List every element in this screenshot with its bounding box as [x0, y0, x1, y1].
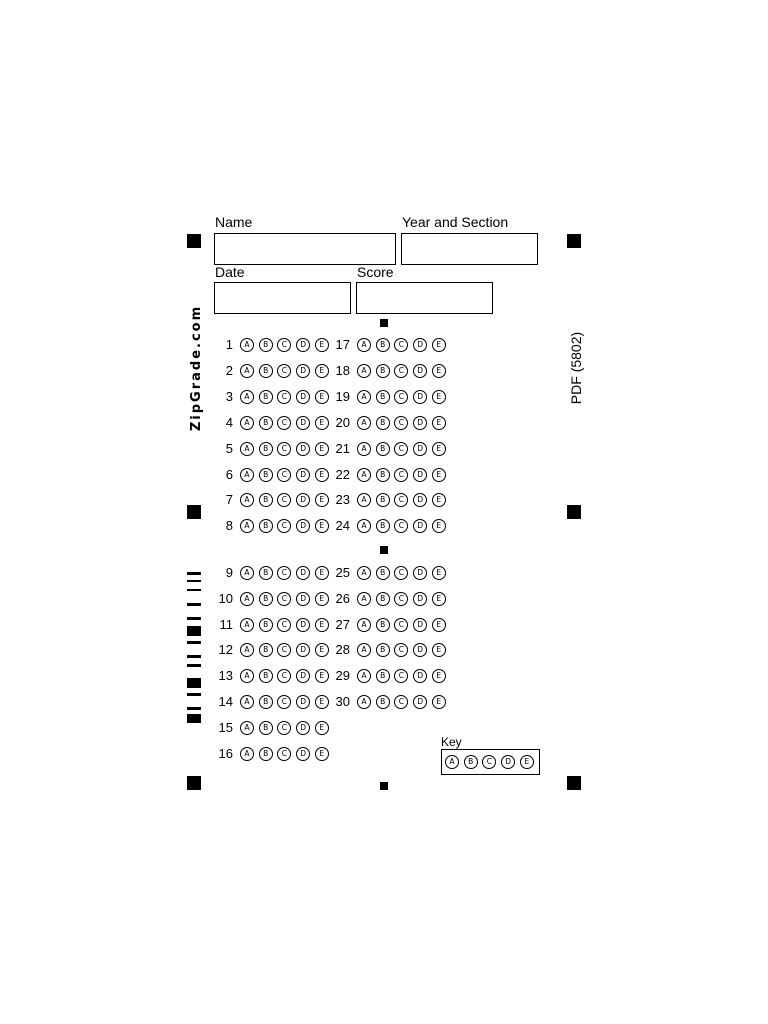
- answer-bubble[interactable]: A: [357, 643, 371, 657]
- name-label: Name: [215, 214, 253, 230]
- answer-bubble[interactable]: A: [240, 695, 254, 709]
- answer-bubble[interactable]: D: [296, 721, 310, 735]
- answer-bubble[interactable]: A: [357, 390, 371, 404]
- answer-bubble[interactable]: C: [394, 566, 408, 580]
- answer-bubble[interactable]: D: [296, 695, 310, 709]
- answer-bubble[interactable]: D: [296, 390, 310, 404]
- answer-bubble[interactable]: C: [394, 468, 408, 482]
- barcode-bar: [187, 603, 201, 606]
- answer-bubble[interactable]: D: [296, 618, 310, 632]
- answer-bubble[interactable]: E: [315, 493, 329, 507]
- question-number: 25: [335, 565, 350, 580]
- answer-bubble[interactable]: A: [240, 468, 254, 482]
- answer-bubble[interactable]: B: [259, 721, 273, 735]
- question-number: 16: [218, 746, 233, 761]
- answer-bubble[interactable]: A: [240, 364, 254, 378]
- key-bubble: B: [464, 755, 478, 769]
- question-number: 18: [335, 363, 350, 378]
- answer-bubble[interactable]: D: [413, 468, 427, 482]
- answer-bubble[interactable]: B: [376, 468, 390, 482]
- answer-bubble[interactable]: B: [376, 493, 390, 507]
- answer-bubble[interactable]: D: [413, 618, 427, 632]
- answer-bubble[interactable]: C: [277, 416, 291, 430]
- name-field[interactable]: [214, 233, 396, 265]
- question-number: 22: [335, 467, 350, 482]
- answer-bubble[interactable]: E: [315, 747, 329, 761]
- answer-bubble[interactable]: E: [315, 442, 329, 456]
- date-label: Date: [215, 264, 245, 280]
- barcode-bar: [187, 580, 201, 582]
- answer-bubble[interactable]: C: [277, 493, 291, 507]
- question-number: 30: [335, 694, 350, 709]
- answer-bubble[interactable]: C: [394, 592, 408, 606]
- answer-bubble[interactable]: E: [315, 390, 329, 404]
- question-number: 15: [218, 720, 233, 735]
- answer-bubble[interactable]: B: [376, 618, 390, 632]
- answer-bubble[interactable]: B: [376, 364, 390, 378]
- answer-bubble[interactable]: C: [277, 695, 291, 709]
- answer-bubble[interactable]: C: [394, 695, 408, 709]
- answer-bubble[interactable]: B: [376, 592, 390, 606]
- answer-bubble[interactable]: A: [357, 364, 371, 378]
- barcode-bar: [187, 572, 201, 575]
- key-bubble: C: [482, 755, 496, 769]
- answer-bubble[interactable]: D: [413, 669, 427, 683]
- question-number: 21: [335, 441, 350, 456]
- answer-bubble[interactable]: A: [357, 442, 371, 456]
- question-number: 6: [225, 467, 233, 482]
- answer-bubble[interactable]: D: [413, 338, 427, 352]
- question-number: 19: [335, 389, 350, 404]
- answer-bubble[interactable]: A: [240, 592, 254, 606]
- answer-bubble[interactable]: A: [357, 695, 371, 709]
- registration-marker: [567, 234, 581, 248]
- answer-bubble[interactable]: A: [357, 566, 371, 580]
- answer-bubble[interactable]: D: [296, 493, 310, 507]
- key-bubble: D: [501, 755, 515, 769]
- answer-bubble[interactable]: A: [357, 416, 371, 430]
- answer-bubble[interactable]: B: [376, 442, 390, 456]
- answer-bubble[interactable]: D: [413, 390, 427, 404]
- answer-bubble[interactable]: C: [394, 442, 408, 456]
- answer-bubble[interactable]: E: [315, 695, 329, 709]
- key-bubble: A: [445, 755, 459, 769]
- answer-bubble[interactable]: E: [315, 416, 329, 430]
- barcode-bar: [187, 617, 201, 620]
- answer-bubble[interactable]: E: [315, 592, 329, 606]
- answer-bubble[interactable]: A: [240, 519, 254, 533]
- date-field[interactable]: [214, 282, 351, 314]
- question-number: 23: [335, 492, 350, 507]
- answer-bubble[interactable]: A: [240, 721, 254, 735]
- answer-bubble[interactable]: D: [413, 416, 427, 430]
- registration-marker: [187, 234, 201, 248]
- answer-bubble[interactable]: D: [296, 592, 310, 606]
- answer-bubble[interactable]: B: [376, 390, 390, 404]
- answer-bubble[interactable]: D: [296, 468, 310, 482]
- question-number: 9: [225, 565, 233, 580]
- answer-bubble[interactable]: C: [277, 364, 291, 378]
- answer-bubble[interactable]: B: [259, 643, 273, 657]
- answer-bubble[interactable]: D: [296, 566, 310, 580]
- answer-bubble[interactable]: B: [376, 669, 390, 683]
- key-bubble: E: [520, 755, 534, 769]
- question-number: 24: [335, 518, 350, 533]
- alignment-marker: [380, 319, 388, 327]
- answer-bubble[interactable]: E: [432, 338, 446, 352]
- answer-bubble[interactable]: E: [432, 592, 446, 606]
- answer-bubble[interactable]: C: [394, 669, 408, 683]
- answer-bubble[interactable]: E: [315, 468, 329, 482]
- answer-bubble[interactable]: C: [277, 442, 291, 456]
- answer-bubble[interactable]: B: [259, 442, 273, 456]
- question-number: 2: [225, 363, 233, 378]
- answer-bubble[interactable]: A: [240, 390, 254, 404]
- question-number: 20: [335, 415, 350, 430]
- question-number: 14: [218, 694, 233, 709]
- answer-bubble[interactable]: A: [240, 643, 254, 657]
- answer-bubble[interactable]: C: [277, 747, 291, 761]
- barcode-bar: [187, 714, 201, 723]
- answer-bubble[interactable]: A: [357, 338, 371, 352]
- answer-bubble[interactable]: B: [259, 669, 273, 683]
- key-label: Key: [441, 735, 462, 749]
- answer-bubble[interactable]: B: [259, 364, 273, 378]
- answer-bubble[interactable]: A: [357, 669, 371, 683]
- answer-bubble[interactable]: A: [240, 493, 254, 507]
- question-number: 1: [225, 337, 233, 352]
- form-id-label: PDF (5802): [568, 331, 584, 405]
- answer-bubble[interactable]: B: [259, 468, 273, 482]
- answer-bubble[interactable]: E: [315, 519, 329, 533]
- answer-bubble[interactable]: D: [413, 364, 427, 378]
- answer-bubble[interactable]: B: [376, 643, 390, 657]
- answer-bubble[interactable]: C: [394, 416, 408, 430]
- answer-bubble[interactable]: D: [296, 338, 310, 352]
- barcode-bar: [187, 678, 201, 688]
- answer-bubble[interactable]: E: [432, 669, 446, 683]
- answer-bubble[interactable]: C: [277, 618, 291, 632]
- answer-bubble[interactable]: A: [240, 618, 254, 632]
- answer-bubble[interactable]: E: [432, 519, 446, 533]
- answer-bubble[interactable]: A: [357, 519, 371, 533]
- answer-bubble[interactable]: C: [394, 519, 408, 533]
- barcode-bar: [187, 641, 201, 644]
- answer-bubble[interactable]: D: [413, 493, 427, 507]
- registration-marker: [187, 505, 201, 519]
- question-number: 26: [335, 591, 350, 606]
- answer-bubble[interactable]: D: [413, 643, 427, 657]
- alignment-marker: [380, 782, 388, 790]
- question-number: 27: [335, 617, 350, 632]
- registration-marker: [567, 505, 581, 519]
- question-number: 12: [218, 642, 233, 657]
- answer-bubble[interactable]: A: [240, 338, 254, 352]
- answer-bubble[interactable]: C: [277, 592, 291, 606]
- question-number: 17: [335, 337, 350, 352]
- answer-bubble[interactable]: D: [413, 592, 427, 606]
- alignment-marker: [380, 546, 388, 554]
- question-number: 3: [225, 389, 233, 404]
- question-number: 11: [219, 617, 233, 632]
- answer-bubble[interactable]: E: [432, 566, 446, 580]
- answer-bubble[interactable]: C: [277, 519, 291, 533]
- answer-bubble[interactable]: D: [296, 669, 310, 683]
- question-number: 7: [225, 492, 233, 507]
- answer-bubble[interactable]: D: [296, 747, 310, 761]
- answer-bubble[interactable]: C: [277, 643, 291, 657]
- answer-bubble[interactable]: A: [357, 468, 371, 482]
- question-number: 10: [218, 591, 233, 606]
- answer-bubble[interactable]: B: [259, 338, 273, 352]
- answer-bubble[interactable]: B: [259, 618, 273, 632]
- answer-bubble[interactable]: C: [277, 721, 291, 735]
- answer-bubble[interactable]: C: [277, 468, 291, 482]
- answer-bubble[interactable]: C: [277, 390, 291, 404]
- question-number: 4: [225, 415, 233, 430]
- answer-bubble[interactable]: C: [394, 643, 408, 657]
- answer-bubble[interactable]: A: [357, 493, 371, 507]
- answer-bubble[interactable]: E: [315, 338, 329, 352]
- registration-marker: [187, 776, 201, 790]
- answer-bubble[interactable]: D: [413, 695, 427, 709]
- answer-bubble[interactable]: E: [432, 493, 446, 507]
- answer-bubble[interactable]: C: [394, 493, 408, 507]
- answer-bubble[interactable]: A: [240, 442, 254, 456]
- answer-bubble[interactable]: C: [277, 566, 291, 580]
- barcode-bar: [187, 664, 201, 667]
- answer-bubble[interactable]: A: [357, 592, 371, 606]
- answer-bubble[interactable]: A: [240, 669, 254, 683]
- answer-bubble[interactable]: E: [315, 618, 329, 632]
- answer-bubble[interactable]: E: [432, 390, 446, 404]
- question-number: 5: [225, 441, 233, 456]
- answer-bubble[interactable]: B: [376, 338, 390, 352]
- barcode-bar: [187, 655, 201, 658]
- answer-bubble[interactable]: C: [394, 390, 408, 404]
- answer-bubble[interactable]: E: [432, 468, 446, 482]
- score-field[interactable]: [356, 282, 493, 314]
- answer-bubble[interactable]: B: [376, 519, 390, 533]
- answer-bubble[interactable]: B: [376, 416, 390, 430]
- year-section-label: Year and Section: [402, 214, 509, 230]
- answer-bubble[interactable]: B: [376, 566, 390, 580]
- answer-bubble[interactable]: B: [259, 695, 273, 709]
- answer-bubble[interactable]: E: [315, 566, 329, 580]
- answer-bubble[interactable]: A: [240, 416, 254, 430]
- barcode-bar: [187, 626, 201, 636]
- answer-bubble[interactable]: E: [432, 695, 446, 709]
- answer-bubble[interactable]: E: [315, 721, 329, 735]
- answer-bubble[interactable]: C: [394, 338, 408, 352]
- answer-bubble[interactable]: B: [259, 493, 273, 507]
- answer-bubble[interactable]: D: [413, 566, 427, 580]
- answer-bubble[interactable]: A: [240, 566, 254, 580]
- score-label: Score: [357, 264, 394, 280]
- answer-bubble[interactable]: A: [357, 618, 371, 632]
- question-number: 29: [335, 668, 350, 683]
- answer-bubble[interactable]: E: [432, 416, 446, 430]
- answer-bubble[interactable]: B: [259, 747, 273, 761]
- registration-marker: [567, 776, 581, 790]
- year-section-field[interactable]: [401, 233, 538, 265]
- answer-bubble[interactable]: E: [315, 643, 329, 657]
- answer-bubble[interactable]: D: [296, 643, 310, 657]
- answer-bubble[interactable]: D: [296, 519, 310, 533]
- answer-bubble[interactable]: C: [394, 618, 408, 632]
- answer-bubble[interactable]: C: [277, 669, 291, 683]
- answer-bubble[interactable]: D: [413, 442, 427, 456]
- answer-bubble[interactable]: E: [315, 364, 329, 378]
- answer-bubble[interactable]: B: [376, 695, 390, 709]
- question-number: 13: [218, 668, 233, 683]
- question-number: 28: [335, 642, 350, 657]
- answer-bubble[interactable]: E: [432, 643, 446, 657]
- answer-bubble[interactable]: D: [296, 442, 310, 456]
- answer-bubble[interactable]: B: [259, 519, 273, 533]
- barcode-bar: [187, 707, 201, 710]
- barcode-bar: [187, 589, 201, 591]
- answer-bubble[interactable]: E: [432, 618, 446, 632]
- answer-bubble[interactable]: C: [394, 364, 408, 378]
- answer-bubble[interactable]: B: [259, 416, 273, 430]
- answer-bubble[interactable]: B: [259, 390, 273, 404]
- answer-bubble[interactable]: B: [259, 566, 273, 580]
- answer-bubble[interactable]: E: [432, 364, 446, 378]
- answer-bubble[interactable]: E: [315, 669, 329, 683]
- answer-bubble[interactable]: D: [296, 416, 310, 430]
- answer-bubble[interactable]: E: [432, 442, 446, 456]
- zipgrade-logo: ZipGrade.com: [189, 304, 204, 432]
- barcode-bar: [187, 693, 201, 696]
- answer-bubble[interactable]: A: [240, 747, 254, 761]
- answer-bubble[interactable]: D: [296, 364, 310, 378]
- answer-bubble[interactable]: B: [259, 592, 273, 606]
- answer-bubble[interactable]: D: [413, 519, 427, 533]
- answer-bubble[interactable]: C: [277, 338, 291, 352]
- question-number: 8: [225, 518, 233, 533]
